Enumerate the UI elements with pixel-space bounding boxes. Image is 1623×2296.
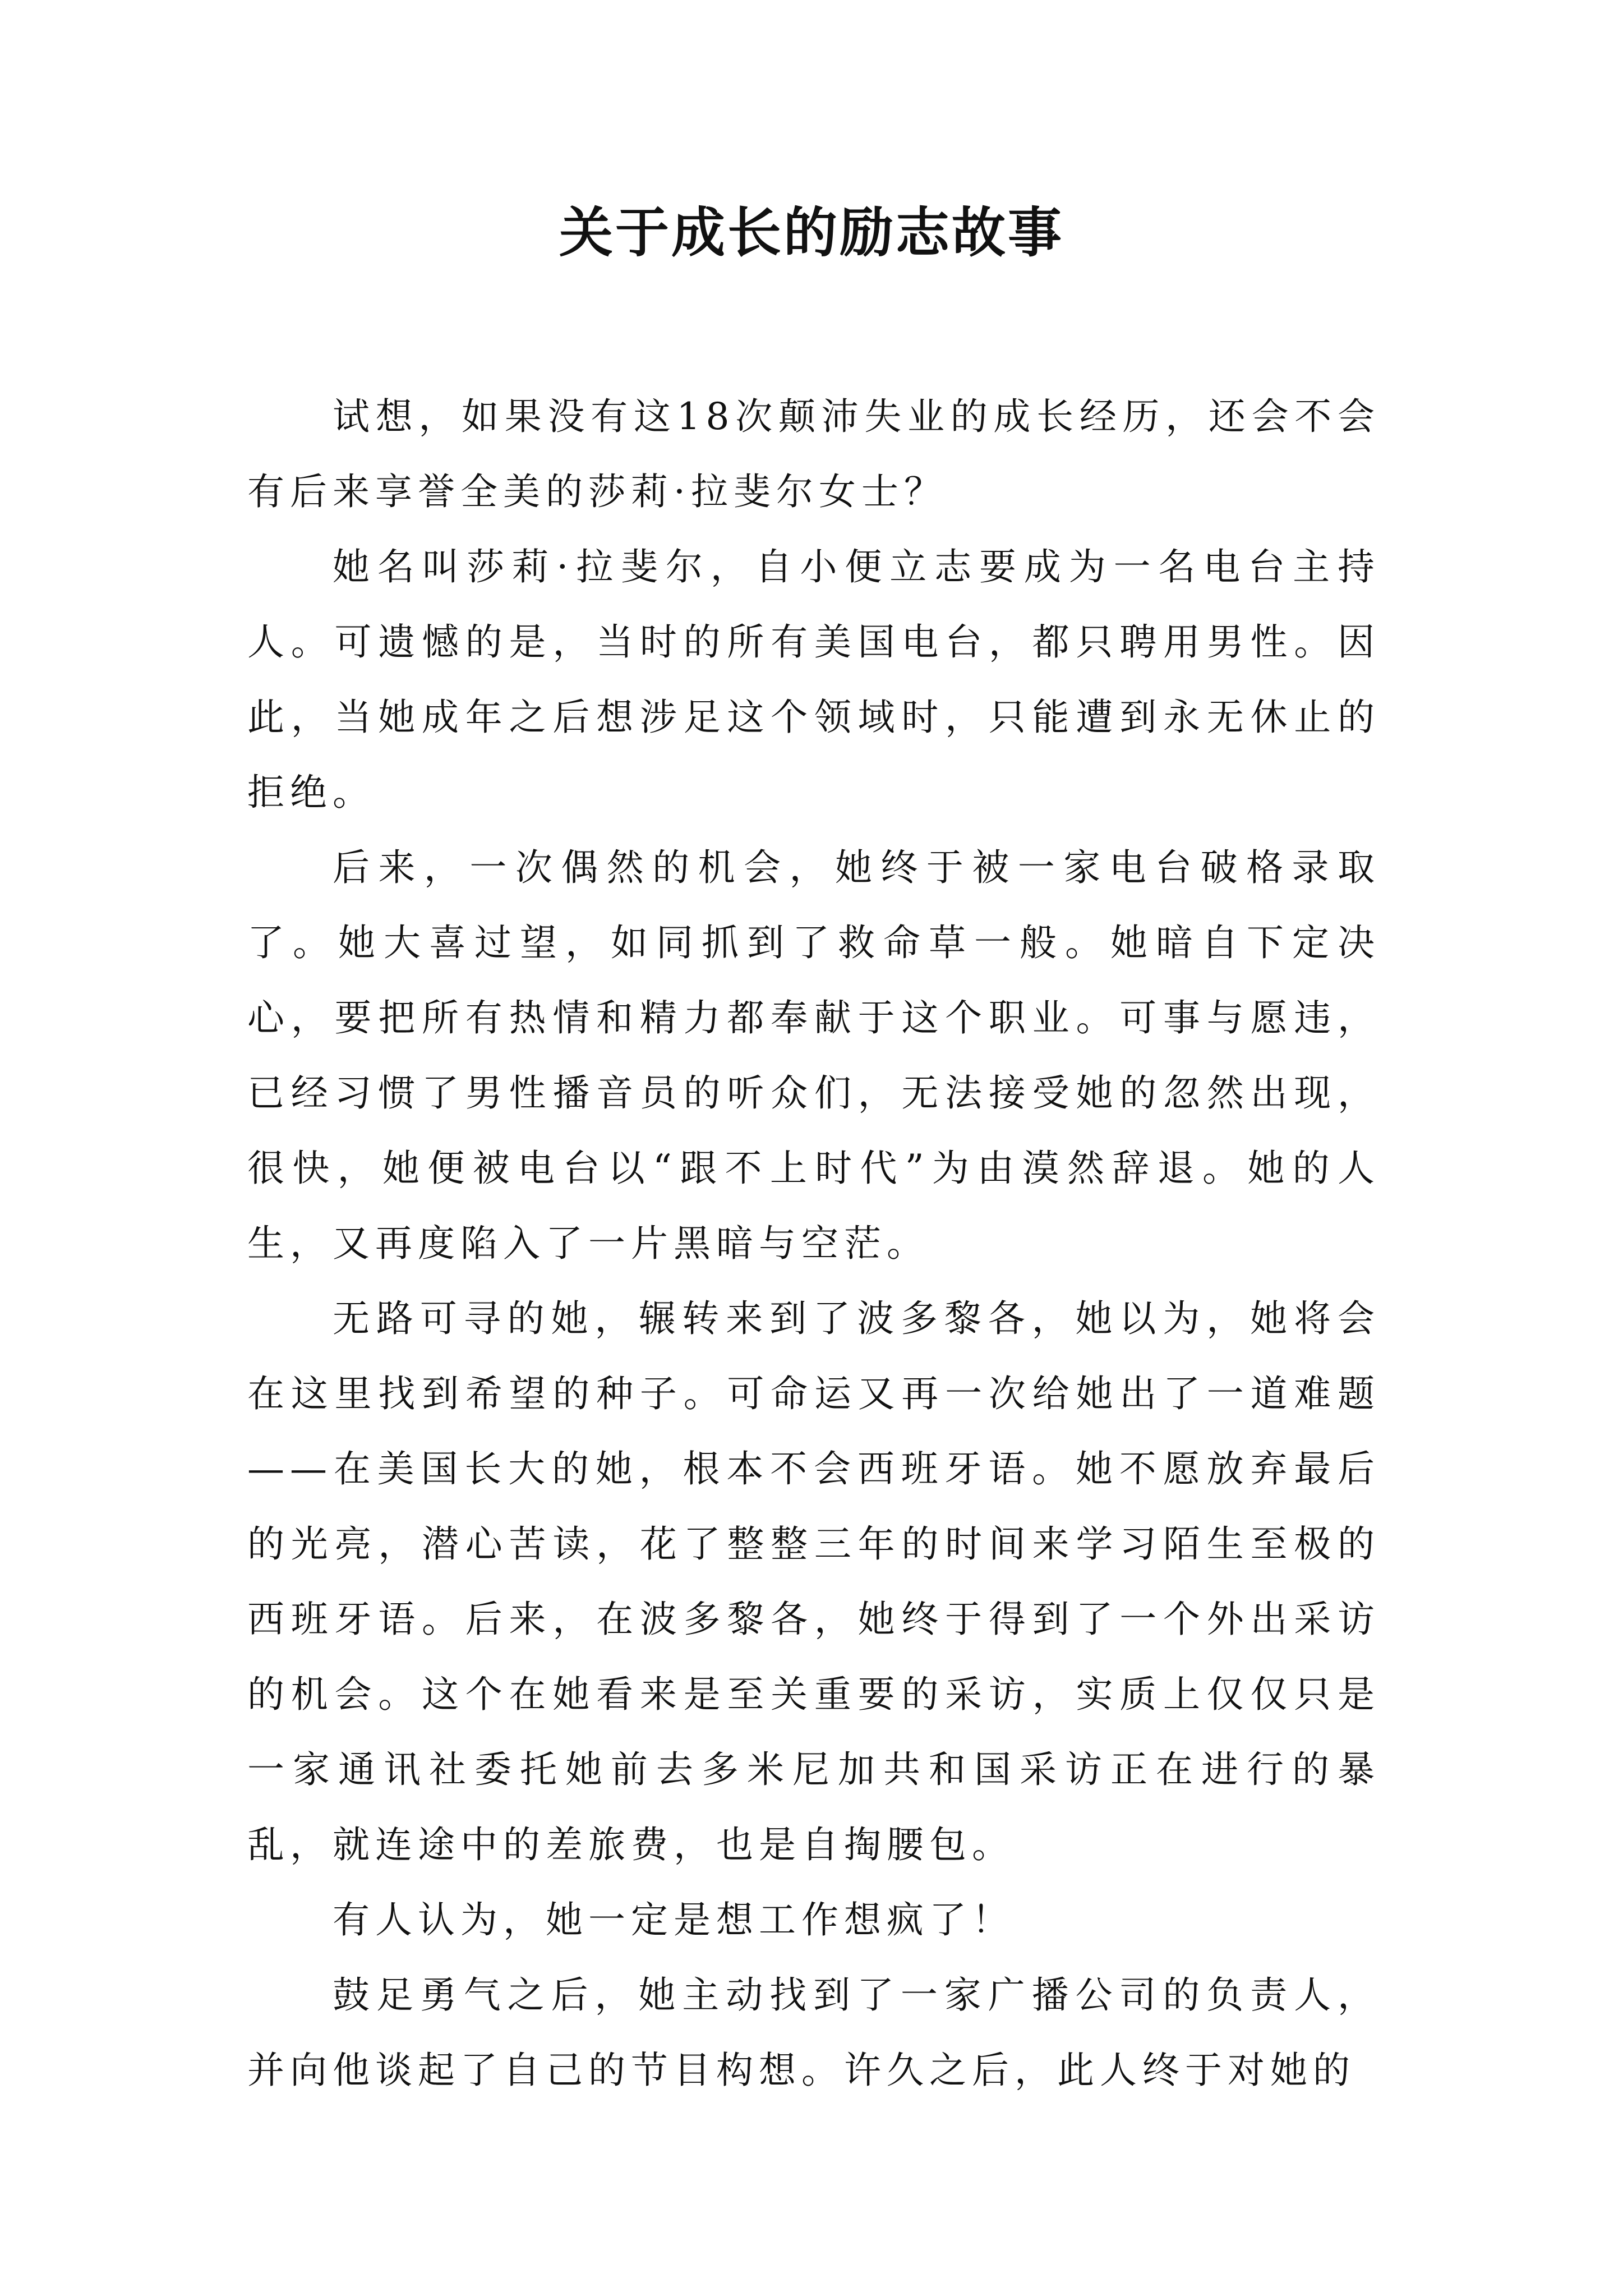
paragraph: 她名叫莎莉·拉斐尔，自小便立志要成为一名电台主持人。可遗憾的是，当时的所有美国电台，都只聘用男性。因此，当她成年之后想涉足这个领域时，只能遭到永无休止的拒绝。 xyxy=(247,545,1380,814)
paragraph: 后来，一次偶然的机会，她终于被一家电台破格录取了。她大喜过望，如同抓到了救命草一般。她暗自下定决心，要把所有热情和精力都奉献于这个职业。可事与愿违，已经习惯了男性播音员的听众们，无法接受她的忽然出现，很快，她便被电台以“跟不上时代”为由漠然辞退。她的人生，又再度陷入了一片黑暗与空茫。 xyxy=(247,846,1380,1265)
paragraph: 鼓足勇气之后，她主动找到了一家广播公司的负责人，并向他谈起了自己的节目构想。许久之后，此人终于对她的 xyxy=(247,1973,1380,2092)
document-title: 关于成长的励志故事 xyxy=(559,201,1064,264)
paragraph: 试想，如果没有这18次颠沛失业的成长经历，还会不会有后来享誉全美的莎莉·拉斐尔女士？ xyxy=(247,395,1380,513)
document-body xyxy=(247,379,1380,2108)
paragraph: 有人认为，她一定是想工作想疯了！ xyxy=(333,1898,1015,1941)
paragraph: 无路可寻的她，辗转来到了波多黎各，她以为，她将会在这里找到希望的种子。可命运又再一次给她出了一道难题——在美国长大的她，根本不会西班牙语。她不愿放弃最后的光亮，潜心苦读，花了整整三年的时间来学习陌生至极的西班牙语。后来，在波多黎各，她终于得到了一个外出采访的机会。这个在她看来是至关重要的采访，实质上仅仅只是一家通讯社委托她前去多米尼加共和国采访正在进行的暴乱，就连途中的差旅费，也是自掏腰包。 xyxy=(247,1297,1380,1866)
